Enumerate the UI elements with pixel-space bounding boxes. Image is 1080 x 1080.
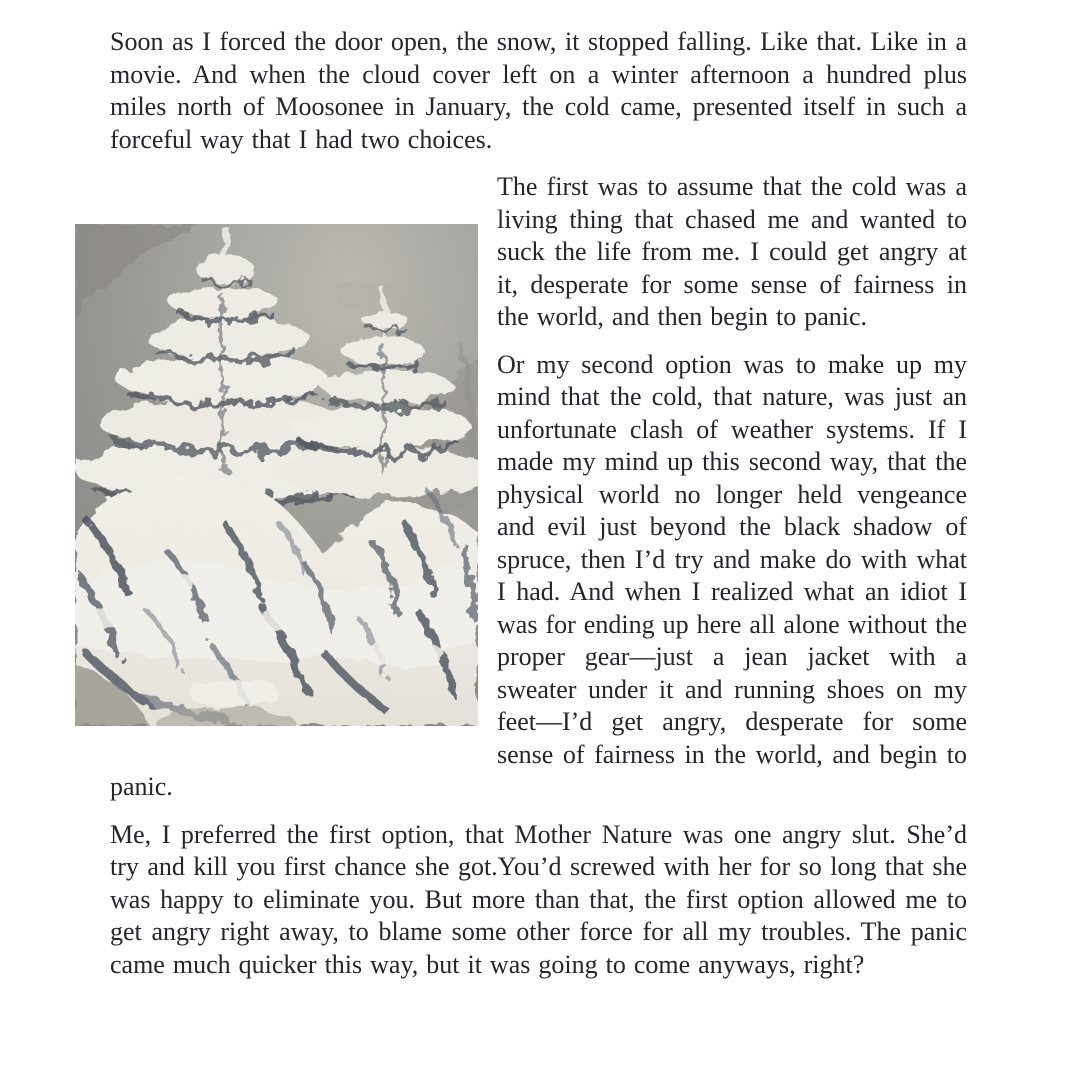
paragraph-1: Soon as I forced the door open, the snow, it stopped falling. Like that. Like in a movie. And when the cloud cover left on a winter afternoon a hundred plus miles north of Moosonee in January, the cold came, presented itself in such a forceful way that I had two choices. xyxy=(110,27,967,154)
paragraph-4: Me, I preferred the first option, that Mother Nature was one angry slut. She’d try and kill you first chance she got.You’d screwed with her for so long that she was happy to eliminate you. But more than that, the first option allowed me to get angry right away, to blame some other force for all my troubles. The panic came much quicker this way, but it was going to come anyways, right? xyxy=(110,819,967,979)
paragraph-3: Or my second option was to make up my mind that the cold, that nature, was just an unfortunate clash of weather systems. If I made my mind up this second way, that the physical world no longer held vengeance and evil just beyond the black shadow of spruce, then I’d try and make do with what I had. And when I realized what an idiot I was for ending up here all alone without the proper gear—just a jean jacket with a sweater under it and running shoes on my feet—I’d get angry, desperate for some sense of fairness in the world, and begin to panic. xyxy=(110,349,967,801)
snow-spruce-painting xyxy=(75,224,478,726)
snow-spruce-painting-svg xyxy=(75,224,478,726)
paragraph-2 xyxy=(110,171,967,334)
paragraph-2-text: The first was to assume that the cold was a living thing that chased me and wanted to suck the life from me. I could get angry at it, desperate for some sense of fairness in the world, and then begin to panic. xyxy=(497,172,967,331)
